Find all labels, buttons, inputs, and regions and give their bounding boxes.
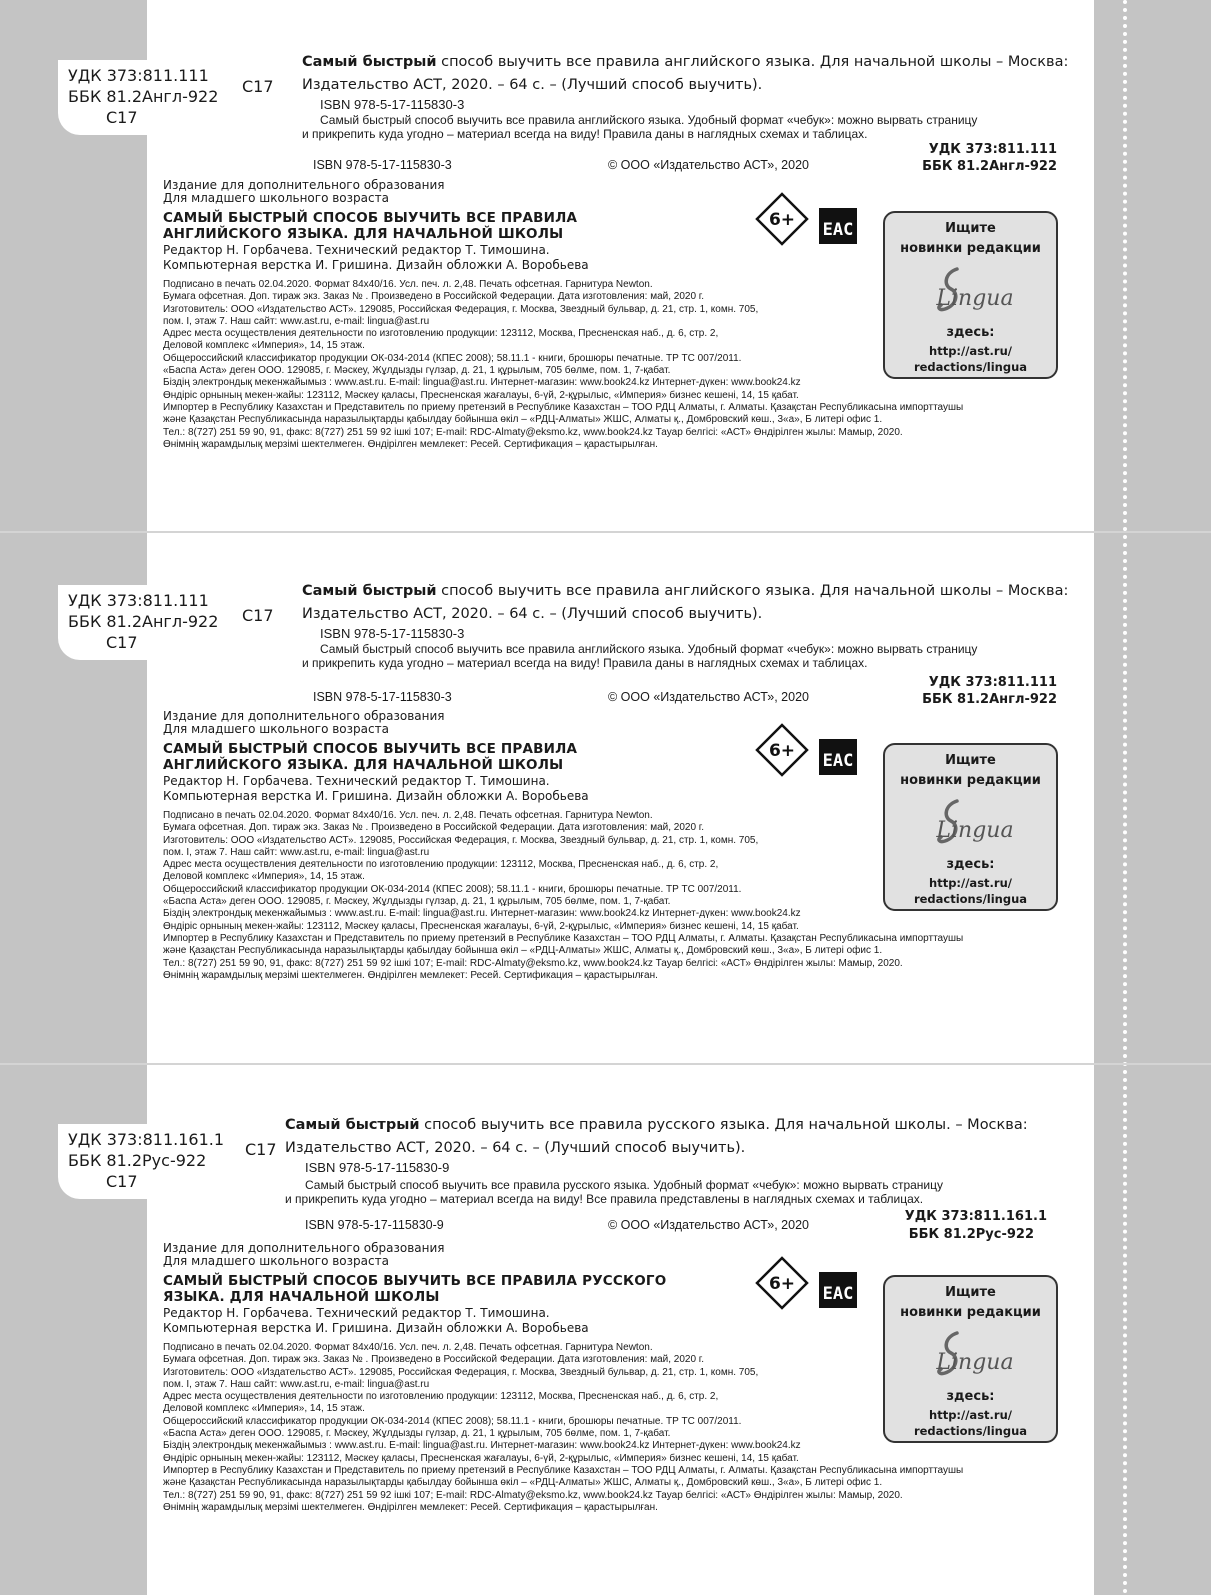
udk-right: УДК 373:811.111 xyxy=(928,675,1057,690)
imprint-line: Тел.: 8(727) 251 59 90, 91, факс: 8(727) 251 59 92 ішкі 107; E-mail: RDC-Almaty@eksmo.kz, www.book24.kz Тауар белгісі: «АСТ» Өндірілген жылы: Мамыр, 2020. xyxy=(163,426,903,438)
eac-mark-label: EAC xyxy=(822,751,854,771)
book-title-line-2: АНГЛИЙСКОГО ЯЗЫКА. ДЛЯ НАЧАЛЬНОЙ ШКОЛЫ xyxy=(163,226,564,242)
imprint-line: Подписано в печать 02.04.2020. Формат 84x40/16. Усл. печ. л. 2,48. Печать офсетная. Гарнитура Newton. xyxy=(163,279,653,290)
age-rating-label: 6+ xyxy=(768,210,796,230)
promo-link-2[interactable]: redactions/lingua xyxy=(913,892,1028,906)
isbn-mid: ISBN 978-5-17-115830-9 xyxy=(305,1218,444,1232)
book-title-line-1: САМЫЙ БЫСТРЫЙ СПОСОБ ВЫУЧИТЬ ВСЕ ПРАВИЛА РУССКОГО xyxy=(163,1273,667,1289)
udk-tab xyxy=(58,60,248,135)
staff-line-1: Редактор Н. Горбачева. Технический редактор Т. Тимошина. xyxy=(163,1306,550,1320)
book-title-line-1: САМЫЙ БЫСТРЫЙ СПОСОБ ВЫУЧИТЬ ВСЕ ПРАВИЛА xyxy=(163,741,578,757)
eac-mark-label: EAC xyxy=(822,1284,854,1304)
imprint-line: Біздің электрондық мекенжайымыз : www.ast.ru. E-mail: lingua@ast.ru. Интернет-магазин: www.book24.kz Интернет-дүкен: www.book24.kz xyxy=(163,377,801,389)
imprint-line: Изготовитель: ООО «Издательство АСТ». 129085, Российская Федерация, г. Москва, Звездный бульвар, д. 21, стр. 1, комн. 705, xyxy=(163,834,759,846)
staff-line-1: Редактор Н. Горбачева. Технический редактор Т. Тимошина. xyxy=(163,243,550,257)
lingua-logo-icon xyxy=(923,1327,1023,1383)
bib-description: способ выучить все правила английского языка. Для начальной школы – Москва: xyxy=(441,54,1069,70)
imprint-line: Өндіріс орнының мекен-жайы: 123112, Мәскеу қаласы, Пресненская жағалауы, 6-үй, 2-құрылыс, «Империя» бизнес кешені, 14, 15 қабат. xyxy=(163,389,799,401)
bbk-right: ББК 81.2Англ-922 xyxy=(922,159,1057,174)
bib-title-bold: Самый быстрый xyxy=(302,54,437,70)
bib-line-2: Издательство АСТ, 2020. – 64 с. – (Лучший способ выучить). xyxy=(285,1140,746,1156)
edition-line-2: Для младшего школьного возраста xyxy=(163,722,389,736)
promo-heading-1: Ищите xyxy=(945,753,996,768)
author-code: С17 xyxy=(106,633,138,652)
isbn-line: ISBN 978-5-17-115830-3 xyxy=(320,626,465,641)
lingua-logo-text: Lingua xyxy=(936,1350,1014,1375)
imprint-line: және Қазақстан Республикасында наразылықтарды қабылдау бойынша өкіл – «РДЦ-Алматы» ЖШС, Алматы қ., Домбровский көш., 3«а», Б литері офис 1. xyxy=(163,414,883,426)
staff-line-1: Редактор Н. Горбачева. Технический редактор Т. Тимошина. xyxy=(163,774,550,788)
imprint-line: Изготовитель: ООО «Издательство АСТ». 129085, Российская Федерация, г. Москва, Звездный бульвар, д. 21, стр. 1, комн. 705, xyxy=(163,1366,759,1378)
bib-title-bold: Самый быстрый xyxy=(285,1117,420,1133)
udk-right: УДК 373:811.111 xyxy=(928,142,1057,157)
book-title-line-2: АНГЛИЙСКОГО ЯЗЫКА. ДЛЯ НАЧАЛЬНОЙ ШКОЛЫ xyxy=(163,757,564,773)
imprint-block xyxy=(163,279,963,451)
imprint-line: Подписано в печать 02.04.2020. Формат 84x40/16. Усл. печ. л. 2,48. Печать офсетная. Гарнитура Newton. xyxy=(163,1342,653,1353)
bbk-right: ББК 81.2Англ-922 xyxy=(922,692,1057,707)
imprint-line: Подписано в печать 02.04.2020. Формат 84x40/16. Усл. печ. л. 2,48. Печать офсетная. Гарнитура Newton. xyxy=(163,810,653,821)
promo-heading-3: здесь: xyxy=(946,857,995,872)
imprint-line: Импортер в Республику Казахстан и Представитель по приему претензий в Республике Казахстан – ТОО РДЦ Алматы, г. Алматы. Қазақстан Республикасына импорттаушы xyxy=(163,932,964,944)
bib-title-bold: Самый быстрый xyxy=(302,583,437,599)
udk-code: УДК 373:811.111 xyxy=(68,66,209,85)
udk-code: УДК 373:811.111 xyxy=(68,591,209,610)
author-code: С17 xyxy=(106,108,138,127)
age-rating-icon xyxy=(755,192,809,246)
promo-heading-2: новинки редакции xyxy=(900,1305,1041,1320)
promo-link-1[interactable]: http://ast.ru/ xyxy=(929,1408,1012,1422)
bib-line-2: Издательство АСТ, 2020. – 64 с. – (Лучший способ выучить). xyxy=(302,77,763,93)
imprint-line: «Баспа Аста» деген ООО. 129085, г. Мәскеу, Жұлдызды гүлзар, д. 21, 1 құрылым, 705 бөлме, пом. 1, 7-қабат. xyxy=(163,1428,671,1440)
library-card-1 xyxy=(0,0,1211,520)
age-rating-label: 6+ xyxy=(768,1274,796,1294)
imprint-line: Өнімнің жарамдылық мерзімі шектелмеген. Өндірілген мемлекет: Ресей. Сертификация – қарастырылған. xyxy=(163,438,658,450)
author-code-side: С17 xyxy=(245,1140,277,1159)
lingua-logo-text: Lingua xyxy=(936,286,1014,311)
bbk-right: ББК 81.2Рус-922 xyxy=(908,1227,1034,1242)
age-rating-icon xyxy=(755,1256,809,1310)
isbn-mid: ISBN 978-5-17-115830-3 xyxy=(313,158,452,172)
imprint-line: пом. I, этаж 7. Наш сайт: www.ast.ru, e-mail: lingua@ast.ru xyxy=(163,1378,430,1390)
staff-line-2: Компьютерная верстка И. Гришина. Дизайн обложки А. Воробьева xyxy=(163,789,589,803)
annotation-line-2: и прикрепить куда угодно – материал всегда на виду! Все правила представлены в наглядных схемах и таблицах. xyxy=(285,1192,924,1206)
annotation-line-1: Самый быстрый способ выучить все правила английского языка. Удобный формат «чебук»: можно вырвать страницу xyxy=(320,642,978,656)
imprint-line: Деловой комплекс «Империя», 14, 15 этаж. xyxy=(163,871,365,883)
age-rating-label: 6+ xyxy=(768,741,796,761)
annotation-line-1: Самый быстрый способ выучить все правила русского языка. Удобный формат «чебук»: можно вырвать страницу xyxy=(305,1178,943,1192)
library-card-2 xyxy=(0,530,1211,1050)
promo-link-2[interactable]: redactions/lingua xyxy=(913,360,1028,374)
eac-mark-label: EAC xyxy=(822,220,854,240)
eac-mark-icon xyxy=(819,1272,857,1308)
lingua-logo-text: Lingua xyxy=(936,818,1014,843)
age-rating-icon xyxy=(755,723,809,777)
bib-description: способ выучить все правила английского языка. Для начальной школы – Москва: xyxy=(441,583,1069,599)
annotation-line-2: и прикрепить куда угодно – материал всегда на виду! Правила даны в наглядных схемах и таблицах. xyxy=(302,656,868,670)
library-card-3 xyxy=(0,1064,1211,1584)
imprint-line: Өнімнің жарамдылық мерзімі шектелмеген. Өндірілген мемлекет: Ресей. Сертификация – қарастырылған. xyxy=(163,969,658,981)
imprint-line: Біздің электрондық мекенжайымыз : www.ast.ru. E-mail: lingua@ast.ru. Интернет-магазин: www.book24.kz Интернет-дүкен: www.book24.kz xyxy=(163,908,801,920)
copyright: © ООО «Издательство АСТ», 2020 xyxy=(608,1218,809,1232)
author-code-side: С17 xyxy=(242,77,274,96)
imprint-block xyxy=(163,810,963,982)
imprint-line: Бумага офсетная. Доп. тираж экз. Заказ № . Произведено в Российской Федерации. Дата изготовления: май, 2020 г. xyxy=(163,291,704,303)
imprint-line: Деловой комплекс «Империя», 14, 15 этаж. xyxy=(163,1403,365,1415)
imprint-line: Адрес места осуществления деятельности по изготовлению продукции: 123112, Москва, Пресненская наб., д. 6, стр. 2, xyxy=(163,859,719,871)
bib-description: способ выучить все правила русского языка. Для начальной школы. – Москва: xyxy=(424,1117,1028,1133)
imprint-line: Өндіріс орнының мекен-жайы: 123112, Мәскеу қаласы, Пресненская жағалауы, 6-үй, 2-құрылыс, «Империя» бизнес кешені, 14, 15 қабат. xyxy=(163,920,799,932)
copyright: © ООО «Издательство АСТ», 2020 xyxy=(608,690,809,704)
bib-line-1 xyxy=(302,54,1068,70)
imprint-line: Бумага офсетная. Доп. тираж экз. Заказ № . Произведено в Российской Федерации. Дата изготовления: май, 2020 г. xyxy=(163,1354,704,1366)
edition-line-2: Для младшего школьного возраста xyxy=(163,191,389,205)
lingua-promo-box xyxy=(883,743,1058,911)
bib-line-1 xyxy=(285,1117,1028,1133)
imprint-line: пом. I, этаж 7. Наш сайт: www.ast.ru, e-mail: lingua@ast.ru xyxy=(163,846,430,858)
lingua-logo-icon xyxy=(923,263,1023,319)
imprint-line: Общероссийский классификатор продукции ОК-034-2014 (КПЕС 2008); 58.11.1 - книги, брошюры печатные. ТР ТС 007/2011. xyxy=(163,1415,742,1427)
udk-code: УДК 373:811.161.1 xyxy=(68,1130,225,1149)
promo-heading-1: Ищите xyxy=(945,1285,996,1300)
staff-line-2: Компьютерная верстка И. Гришина. Дизайн обложки А. Воробьева xyxy=(163,258,589,272)
imprint-line: Адрес места осуществления деятельности по изготовлению продукции: 123112, Москва, Пресненская наб., д. 6, стр. 2, xyxy=(163,328,719,340)
imprint-line: Импортер в Республику Казахстан и Представитель по приему претензий в Республике Казахстан – ТОО РДЦ Алматы, г. Алматы. Қазақстан Республикасына импорттаушы xyxy=(163,1464,964,1476)
promo-heading-2: новинки редакции xyxy=(900,773,1041,788)
imprint-line: Тел.: 8(727) 251 59 90, 91, факс: 8(727) 251 59 92 ішкі 107; E-mail: RDC-Almaty@eksmo.kz, www.book24.kz Тауар белгісі: «АСТ» Өндірілген жылы: Мамыр, 2020. xyxy=(163,1489,903,1501)
imprint-line: Общероссийский классификатор продукции ОК-034-2014 (КПЕС 2008); 58.11.1 - книги, брошюры печатные. ТР ТС 007/2011. xyxy=(163,352,742,364)
imprint-line: Изготовитель: ООО «Издательство АСТ». 129085, Российская Федерация, г. Москва, Звездный бульвар, д. 21, стр. 1, комн. 705, xyxy=(163,303,759,315)
imprint-line: Біздің электрондық мекенжайымыз : www.ast.ru. E-mail: lingua@ast.ru. Интернет-магазин: www.book24.kz Интернет-дүкен: www.book24.kz xyxy=(163,1440,801,1452)
copyright: © ООО «Издательство АСТ», 2020 xyxy=(608,158,809,172)
imprint-line: Общероссийский классификатор продукции ОК-034-2014 (КПЕС 2008); 58.11.1 - книги, брошюры печатные. ТР ТС 007/2011. xyxy=(163,883,742,895)
author-code-side: С17 xyxy=(242,606,274,625)
staff-line-2: Компьютерная верстка И. Гришина. Дизайн обложки А. Воробьева xyxy=(163,1321,589,1335)
bbk-code: ББК 81.2Рус-922 xyxy=(68,1151,207,1170)
isbn-line: ISBN 978-5-17-115830-9 xyxy=(305,1160,450,1175)
edition-line-2: Для младшего школьного возраста xyxy=(163,1254,389,1268)
eac-mark-icon xyxy=(819,208,857,244)
isbn-mid: ISBN 978-5-17-115830-3 xyxy=(313,690,452,704)
bib-line-2: Издательство АСТ, 2020. – 64 с. – (Лучший способ выучить). xyxy=(302,606,763,622)
imprint-line: пом. I, этаж 7. Наш сайт: www.ast.ru, e-mail: lingua@ast.ru xyxy=(163,315,430,327)
imprint-line: Импортер в Республику Казахстан и Представитель по приему претензий в Республике Казахстан – ТОО РДЦ Алматы, г. Алматы. Қазақстан Республикасына импорттаушы xyxy=(163,401,964,413)
promo-link-1[interactable]: http://ast.ru/ xyxy=(929,876,1012,890)
imprint-line: «Баспа Аста» деген ООО. 129085, г. Мәскеу, Жұлдызды гүлзар, д. 21, 1 құрылым, 705 бөлме, пом. 1, 7-қабат. xyxy=(163,365,671,377)
imprint-line: және Қазақстан Республикасында наразылықтарды қабылдау бойынша өкіл – «РДЦ-Алматы» ЖШС, Алматы қ., Домбровский көш., 3«а», Б литері офис 1. xyxy=(163,945,883,957)
book-title-line-1: САМЫЙ БЫСТРЫЙ СПОСОБ ВЫУЧИТЬ ВСЕ ПРАВИЛА xyxy=(163,210,578,226)
imprint-line: Бумага офсетная. Доп. тираж экз. Заказ № . Произведено в Российской Федерации. Дата изготовления: май, 2020 г. xyxy=(163,822,704,834)
eac-mark-icon xyxy=(819,739,857,775)
annotation-line-1: Самый быстрый способ выучить все правила английского языка. Удобный формат «чебук»: можно вырвать страницу xyxy=(320,113,978,127)
promo-heading-3: здесь: xyxy=(946,325,995,340)
promo-link-2[interactable]: redactions/lingua xyxy=(913,1424,1028,1438)
promo-link-1[interactable]: http://ast.ru/ xyxy=(929,344,1012,358)
lingua-logo-icon xyxy=(923,795,1023,851)
imprint-line: Өнімнің жарамдылық мерзімі шектелмеген. Өндірілген мемлекет: Ресей. Сертификация – қарастырылған. xyxy=(163,1501,658,1513)
bbk-code: ББК 81.2Англ-922 xyxy=(68,612,219,631)
lingua-promo-box xyxy=(883,211,1058,379)
imprint-block xyxy=(163,1342,963,1514)
lingua-promo-box xyxy=(883,1275,1058,1443)
edition-line-1: Издание для дополнительного образования xyxy=(163,709,445,723)
udk-tab xyxy=(58,585,248,660)
imprint-line: Адрес места осуществления деятельности по изготовлению продукции: 123112, Москва, Пресненская наб., д. 6, стр. 2, xyxy=(163,1391,719,1403)
bib-line-1 xyxy=(302,583,1068,599)
edition-line-1: Издание для дополнительного образования xyxy=(163,1241,445,1255)
book-title-line-2: ЯЗЫКА. ДЛЯ НАЧАЛЬНОЙ ШКОЛЫ xyxy=(163,1289,440,1305)
imprint-line: «Баспа Аста» деген ООО. 129085, г. Мәскеу, Жұлдызды гүлзар, д. 21, 1 құрылым, 705 бөлме, пом. 1, 7-қабат. xyxy=(163,896,671,908)
promo-heading-1: Ищите xyxy=(945,221,996,236)
imprint-line: Өндіріс орнының мекен-жайы: 123112, Мәскеу қаласы, Пресненская жағалауы, 6-үй, 2-құрылыс, «Империя» бизнес кешені, 14, 15 қабат. xyxy=(163,1452,799,1464)
edition-line-1: Издание для дополнительного образования xyxy=(163,178,445,192)
udk-tab xyxy=(58,1124,233,1199)
imprint-line: Деловой комплекс «Империя», 14, 15 этаж. xyxy=(163,340,365,352)
promo-heading-2: новинки редакции xyxy=(900,241,1041,256)
udk-right: УДК 373:811.161.1 xyxy=(904,1209,1047,1224)
annotation-line-2: и прикрепить куда угодно – материал всегда на виду! Правила даны в наглядных схемах и таблицах. xyxy=(302,127,868,141)
imprint-line: және Қазақстан Республикасында наразылықтарды қабылдау бойынша өкіл – «РДЦ-Алматы» ЖШС, Алматы қ., Домбровский көш., 3«а», Б литері офис 1. xyxy=(163,1477,883,1489)
isbn-line: ISBN 978-5-17-115830-3 xyxy=(320,97,465,112)
promo-heading-3: здесь: xyxy=(946,1389,995,1404)
author-code: С17 xyxy=(106,1172,138,1191)
imprint-line: Тел.: 8(727) 251 59 90, 91, факс: 8(727) 251 59 92 ішкі 107; E-mail: RDC-Almaty@eksmo.kz, www.book24.kz Тауар белгісі: «АСТ» Өндірілген жылы: Мамыр, 2020. xyxy=(163,957,903,969)
bbk-code: ББК 81.2Англ-922 xyxy=(68,87,219,106)
